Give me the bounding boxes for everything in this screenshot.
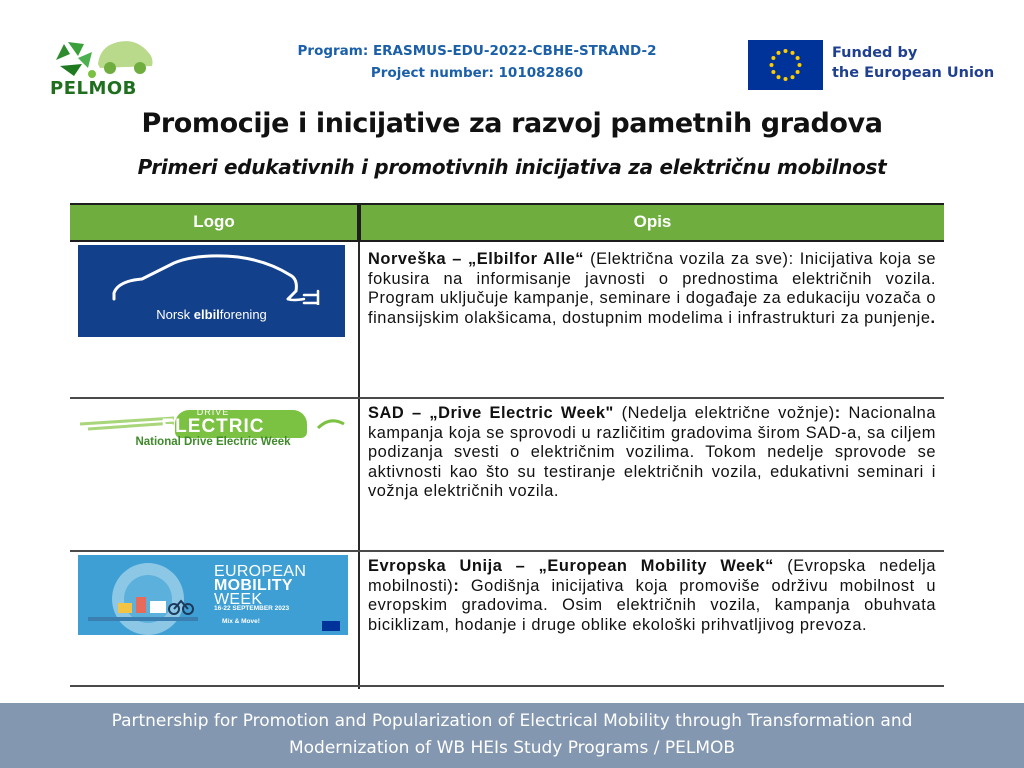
project-number: Project number: 101082860 bbox=[370, 65, 584, 81]
drive-electric-main: ELECTRIC bbox=[161, 416, 265, 437]
row-lead: Norveška – „Elbilfor Alle“ bbox=[368, 250, 585, 268]
row-description: SAD – „Drive Electric Week" (Nedelja električne vožnje): Nacionalna kampanja koja se sprovodi u različitim gradovima širom SAD-a, sa ciljem podizanja svesti o električnim vozilima. Tokom nedelje sprovode se aktivnosti kao što su testiranje električnih vozila, edukativni seminari i vožnja električnih vozila. bbox=[368, 404, 936, 501]
column-header-logo: Logo bbox=[193, 212, 235, 231]
drive-electric-logo bbox=[78, 402, 348, 456]
row-description: Evropska Unija – „European Mobility Week“ (Evropska nedelja mobilnosti): Godišnja inicijativa koja promoviše održivu mobilnost u evropskim gradovima. Osim električnih vozila, kampanja obuhvata biciklizam, hodanje i druge oblike ekološki prihvatljivog prevoza. bbox=[368, 557, 936, 634]
pelmob-logo-text: PELMOB bbox=[50, 78, 137, 99]
row-text: (Električna vozila za sve): Inicijativa koja se fokusira na informisanje javnosti o prednostima električnih vozila. Program uključuje kampanje, seminare i događaje za edukaciju vozača o finansijskim olakšicama, dostupnim modelima i infrastrukturi za punjenje bbox=[368, 250, 936, 327]
row-text: Godišnja inicijativa koja promoviše održivu mobilnost u evropskim gradovima. Osim električnih vozila, kampanja obuhvata biciklizam, hodanje i druge oblike ekološki prihvatljivog prevoza. bbox=[368, 576, 936, 634]
initiatives-table bbox=[70, 203, 944, 689]
pelmob-logo bbox=[48, 34, 156, 100]
program-info bbox=[262, 40, 692, 84]
eu-flag-icon bbox=[748, 40, 823, 90]
eu-funding-text bbox=[832, 43, 994, 83]
eu-union: the European Union bbox=[832, 65, 995, 81]
table-header bbox=[70, 203, 944, 242]
row-description: Norveška – „Elbilfor Alle“ (Električna vozila za sve): Inicijativa koja se fokusira na informisanje javnosti o prednostima električnih vozila. Program uključuje kampanje, seminare i događaje za edukaciju vozača o finansijskim olakšicama, dostupnim modelima i infrastrukturi za punjenje. bbox=[368, 250, 936, 327]
table-row bbox=[70, 399, 944, 550]
emw-dates: 16-22 SEPTEMBER 2023 bbox=[214, 605, 290, 612]
european-mobility-week-logo bbox=[78, 555, 348, 635]
footer-line-2: Modernization of WB HEIs Study Programs / PELMOB bbox=[288, 738, 736, 758]
drive-electric-sub: National Drive Electric Week bbox=[135, 436, 291, 448]
page-subtitle: Primeri edukativnih i promotivnih inicijativa za električnu mobilnost bbox=[137, 155, 887, 179]
row-divider bbox=[70, 685, 944, 687]
norsk-elbilforening-logo bbox=[78, 245, 345, 337]
page-title: Promocije i inicijative za razvoj pametnih gradova bbox=[141, 108, 883, 139]
emw-slogan: Mix & Move! bbox=[222, 618, 260, 625]
eu-funding-badge bbox=[748, 40, 998, 90]
table-row bbox=[70, 242, 944, 397]
row-text: Nacionalna kampanja koja se sprovodi u različitim gradovima širom SAD-a, sa ciljem podizanja svesti o električnim vozilima. Tokom nedelje sprovode se aktivnosti kao što su testiranje električnih vozila, edukativni seminari i vožnja električnih vozila. bbox=[368, 404, 936, 501]
footer-line-1: Partnership for Promotion and Popularization of Electrical Mobility through Transformation and bbox=[111, 711, 913, 731]
recycle-car-icon bbox=[48, 34, 156, 80]
table-row bbox=[70, 552, 944, 687]
footer bbox=[0, 703, 1024, 768]
eu-funded-by: Funded by bbox=[832, 45, 918, 61]
car-plug-icon bbox=[78, 245, 345, 305]
emw-title: EUROPEAN MOBILITY WEEK bbox=[214, 563, 307, 608]
city-mobility-illustration-icon bbox=[78, 555, 348, 635]
program-code: Program: ERASMUS-EDU-2022-CBHE-STRAND-2 bbox=[297, 43, 657, 59]
norsk-logo-text: Norsk elbilforening bbox=[156, 307, 267, 322]
column-header-opis: Opis bbox=[633, 212, 672, 231]
row-lead: SAD – „Drive Electric Week" bbox=[368, 404, 614, 422]
row-lead: Evropska Unija – „European Mobility Week“ bbox=[368, 557, 774, 575]
drive-electric-top: DRIVE bbox=[196, 407, 230, 417]
